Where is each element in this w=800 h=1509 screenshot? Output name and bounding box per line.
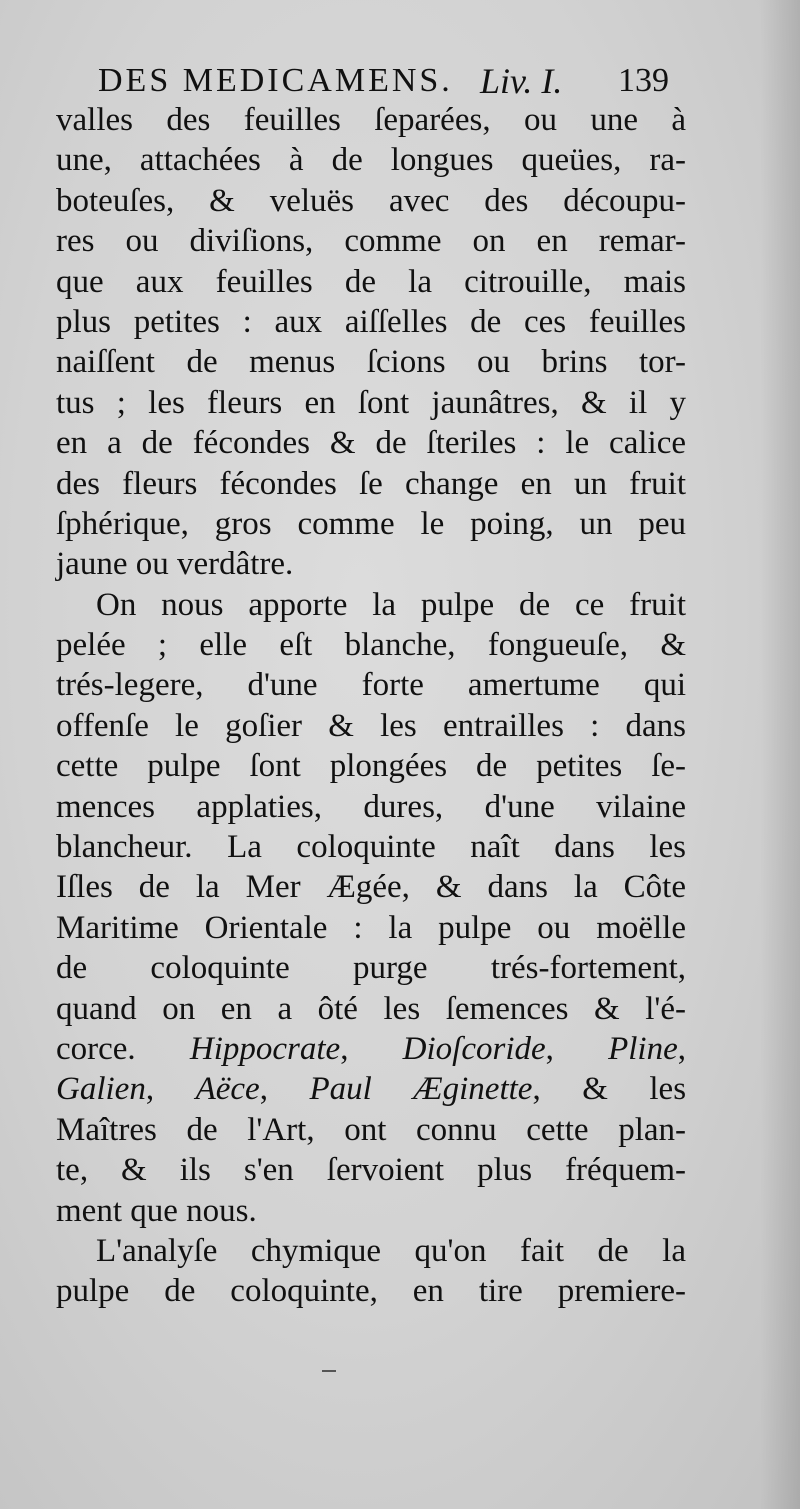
text-line: res ou diviſions, comme on en remar- bbox=[56, 223, 686, 260]
text-line: Maritime Orientale : la pulpe ou moëlle bbox=[56, 909, 686, 946]
text-line: cette pulpe ſont plongées de petites ſe- bbox=[56, 748, 686, 785]
author-name: Aëce bbox=[195, 1071, 260, 1108]
text-line: des fleurs fécondes ſe change en un fruit bbox=[56, 465, 686, 502]
author-name: Pline bbox=[608, 1030, 678, 1067]
running-head-book: Liv. I. bbox=[480, 61, 563, 101]
author-name: Galien bbox=[56, 1071, 146, 1108]
text-line: naiſſent de menus ſcions ou brins tor- bbox=[56, 344, 686, 381]
ink-mark bbox=[322, 1370, 336, 1372]
text-line: en a de fécondes & de ſteriles : le calice bbox=[56, 425, 686, 462]
text-line: tus ; les fleurs en ſont jaunâtres, & il y bbox=[56, 384, 686, 421]
paragraph-start-line: On nous apporte la pulpe de ce fruit bbox=[96, 586, 686, 623]
text-line: offenſe le goſier & les entrailles : dans bbox=[56, 707, 686, 744]
text-line: boteuſes, & veluës avec des découpu- bbox=[56, 182, 686, 219]
text-line: blancheur. La coloquinte naît dans les bbox=[56, 829, 686, 866]
page-edge-shadow bbox=[760, 0, 800, 1509]
text-line: que aux feuilles de la citrouille, mais bbox=[56, 263, 686, 300]
text-fragment: & les bbox=[582, 1071, 687, 1108]
running-head-title: DES MEDICAMENS. bbox=[98, 62, 453, 99]
text-line: te, & ils s'en ſervoient plus fréquem- bbox=[56, 1152, 686, 1189]
text-line: de coloquinte purge trés-fortement, bbox=[56, 950, 686, 987]
author-name: Paul Æginette bbox=[309, 1071, 533, 1108]
text-line: pulpe de coloquinte, en tire premiere- bbox=[56, 1273, 686, 1310]
text-line-with-authors: corce. Hippocrate, Dioſcoride, Pline, bbox=[56, 1030, 686, 1067]
running-head bbox=[98, 58, 669, 102]
text-line: jaune ou verdâtre. bbox=[56, 546, 294, 583]
text-line: Maîtres de l'Art, ont connu cette plan- bbox=[56, 1111, 686, 1148]
page-number: 139 bbox=[618, 62, 669, 99]
text-fragment: corce. bbox=[56, 1030, 136, 1067]
text-line: mences applaties, dures, d'une vilaine bbox=[56, 788, 686, 825]
text-line: pelée ; elle eſt blanche, fongueuſe, & bbox=[56, 627, 686, 664]
text-line-with-authors: Galien, Aëce, Paul Æginette, & les bbox=[56, 1071, 687, 1108]
author-name: Hippocrate bbox=[189, 1030, 341, 1067]
text-line: valles des feuilles ſeparées, ou une à bbox=[56, 102, 686, 138]
paragraph-start-line: L'analyſe chymique qu'on fait de la bbox=[96, 1232, 686, 1269]
text-line: plus petites : aux aiſſelles de ces feuilles bbox=[56, 303, 686, 340]
text-line: une, attachées à de longues queües, ra- bbox=[56, 142, 686, 179]
text-line: quand on en a ôté les ſemences & l'é- bbox=[56, 990, 686, 1027]
author-name: Dioſcoride bbox=[402, 1030, 546, 1067]
text-line: trés-legere, d'une forte amertume qui bbox=[56, 667, 686, 704]
text-line: ment que nous. bbox=[56, 1192, 257, 1229]
text-line: Iſles de la Mer Ægée, & dans la Côte bbox=[56, 869, 686, 906]
text-line: ſphérique, gros comme le poing, un peu bbox=[56, 505, 686, 542]
body-text bbox=[56, 100, 686, 1312]
